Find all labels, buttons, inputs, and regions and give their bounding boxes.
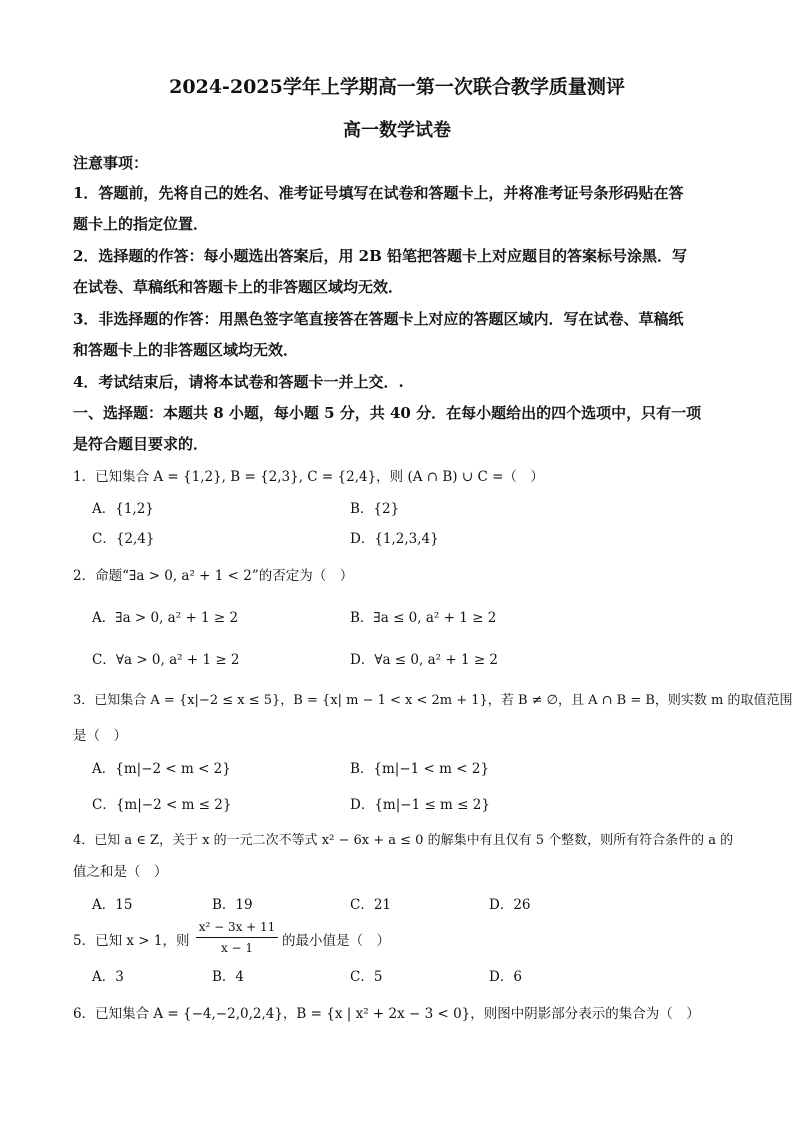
question-4-option-d: D．26: [489, 897, 531, 913]
question-3-option-b: B．{m|−1 < m < 2}: [350, 761, 490, 777]
note-1-line-2: 题卡上的指定位置．: [73, 215, 209, 233]
question-1-option-d: D．{1,2,3,4}: [350, 531, 439, 547]
note-3-line-1: 3．非选择题的作答：用黑色签字笔直接答在答题卡上对应的答题区域内．写在试卷、草稿纸: [73, 310, 684, 328]
question-3-stem-continued: 是（ ）: [73, 728, 127, 744]
note-3-line-2: 和答题卡上的非答题区域均无效．: [73, 341, 299, 359]
question-5-option-d: D．6: [489, 969, 522, 985]
question-2-option-c: C．∀a > 0, a² + 1 ≥ 2: [92, 652, 240, 668]
note-2-line-1: 2．选择题的作答：每小题选出答案后，用 2B 铅笔把答题卡上对应题目的答案标号涂黑．写: [73, 247, 688, 265]
question-4-stem-continued: 值之和是（ ）: [73, 864, 168, 880]
question-1-option-c: C．{2,4}: [92, 531, 155, 547]
question-6-stem: 6．已知集合 A = {−4,−2,0,2,4}，B = {x | x² + 2x − 3 < 0}，则图中阴影部分表示的集合为（ ）: [73, 1006, 700, 1022]
question-1-option-b: B．{2}: [350, 501, 400, 517]
question-5-fraction-denominator: x − 1: [220, 941, 254, 955]
exam-title: 2024-2025学年上学期高一第一次联合教学质量测评: [169, 76, 625, 98]
section-1-heading-line-2: 是符合题目要求的．: [73, 435, 209, 453]
section-1-heading-line-1: 一、选择题：本题共 8 小题，每小题 5 分，共 40 分．在每小题给出的四个选项中，只有一项: [73, 404, 702, 422]
note-4: 4．考试结束后，请将本试卷和答题卡一并上交．.: [73, 373, 404, 391]
question-3-stem: 3．已知集合 A = {x|−2 ≤ x ≤ 5}，B = {x| m − 1 < x < 2m + 1}，若 B ≠ ∅，且 A ∩ B = B，则实数 m 的取值范围: [73, 693, 793, 708]
question-3-option-c: C．{m|−2 < m ≤ 2}: [92, 797, 232, 813]
question-1-option-a: A．{1,2}: [92, 501, 154, 517]
question-5-option-a: A．3: [92, 969, 124, 985]
note-1-line-1: 1．答题前，先将自己的姓名、准考证号填写在试卷和答题卡上，并将准考证号条形码贴在答: [73, 184, 684, 202]
question-5-stem-suffix: 的最小值是（ ）: [282, 933, 390, 949]
question-3-option-a: A．{m|−2 < m < 2}: [92, 761, 231, 777]
question-4-option-a: A．15: [92, 897, 133, 913]
notes-heading: 注意事项：: [73, 154, 149, 172]
question-2-option-d: D．∀a ≤ 0, a² + 1 ≥ 2: [350, 652, 499, 668]
question-1-stem: 1．已知集合 A = {1,2}, B = {2,3}, C = {2,4}，则 (A ∩ B) ∪ C =（ ）: [73, 469, 544, 485]
question-2-option-b: B．∃a ≤ 0, a² + 1 ≥ 2: [350, 610, 497, 626]
exam-subtitle: 高一数学试卷: [343, 120, 451, 141]
question-4-stem: 4．已知 a ∈ Z，关于 x 的一元二次不等式 x² − 6x + a ≤ 0 的解集中有且仅有 5 个整数，则所有符合条件的 a 的: [73, 833, 734, 848]
note-2-line-2: 在试卷、草稿纸和答题卡上的非答题区域均无效．: [73, 278, 404, 296]
question-5-fraction-numerator: x² − 3x + 11: [198, 920, 276, 934]
question-4-option-c: C．21: [350, 897, 392, 913]
question-5-stem-prefix: 5．已知 x > 1，则: [73, 933, 190, 949]
question-4-option-b: B．19: [212, 897, 253, 913]
question-5-option-b: B．4: [212, 969, 245, 985]
question-3-option-d: D．{m|−1 ≤ m ≤ 2}: [350, 797, 490, 813]
question-5-option-c: C．5: [350, 969, 383, 985]
question-2-option-a: A．∃a > 0, a² + 1 ≥ 2: [92, 610, 239, 626]
question-5-fraction-bar: [196, 937, 278, 938]
question-2-stem: 2．命题“∃a > 0, a² + 1 < 2”的否定为（ ）: [73, 568, 354, 584]
